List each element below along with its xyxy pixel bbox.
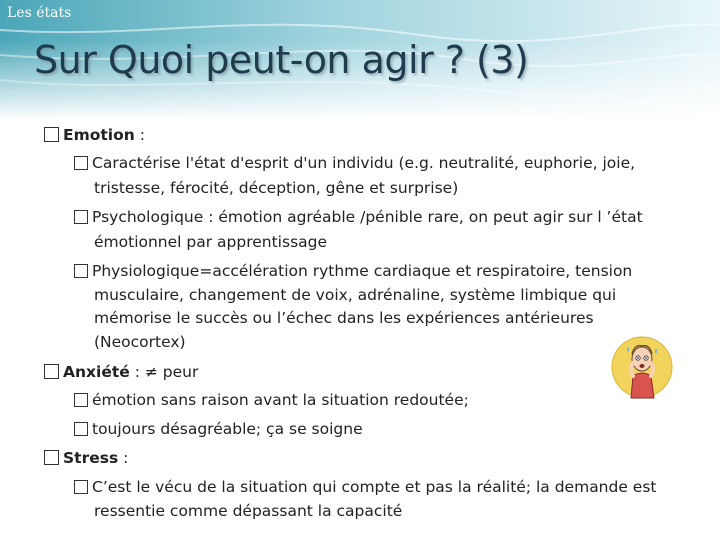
- stress-label: Stress: [63, 449, 119, 467]
- sub-item-continuation: ressentie comme dépassant la capacité: [94, 502, 403, 520]
- list-item-anxiete: [44, 361, 198, 383]
- list-item-stress: [44, 447, 128, 469]
- sub-item-continuation: tristesse, férocité, déception, gêne et surprise): [94, 179, 459, 197]
- sub-item-text: Caractérise l'état d'esprit d'un individu (e.g. neutralité, euphorie, joie,: [92, 154, 636, 172]
- emotion-suffix: :: [134, 126, 145, 144]
- sub-item-text: Psychologique : émotion agréable /pénible rare, on peut agir sur l ’état: [92, 208, 643, 226]
- sub-item-continuation: mémorise le succès ou l’échec dans les expériences antérieures: [94, 309, 594, 327]
- sub-item: [74, 476, 657, 498]
- checkbox-bullet-icon: [44, 450, 59, 465]
- sub-item: [74, 418, 363, 440]
- sub-item-continuation: (Neocortex): [94, 333, 186, 351]
- sub-item-text: Physiologique=accélération rythme cardiaque et respiratoire, tension: [92, 262, 633, 280]
- emotion-label: Emotion: [63, 126, 135, 144]
- worried-person-icon: [611, 332, 673, 402]
- sub-item-text: C’est le vécu de la situation qui compte et pas la réalité; la demande est: [92, 478, 657, 496]
- checkbox-bullet-icon: [74, 264, 88, 278]
- sub-item-continuation: musculaire, changement de voix, adrénaline, système limbique qui: [94, 286, 617, 304]
- anxiete-label: Anxiété: [63, 363, 130, 381]
- checkbox-bullet-icon: [74, 422, 88, 436]
- checkbox-bullet-icon: [74, 480, 88, 494]
- anxiete-suffix: : ≠ peur: [129, 363, 199, 381]
- page-title: Sur Quoi peut-on agir ? (3): [34, 38, 529, 82]
- sub-item-text: toujours désagréable; ça se soigne: [92, 420, 363, 438]
- sub-item: [74, 206, 643, 228]
- checkbox-bullet-icon: [44, 364, 59, 379]
- checkbox-bullet-icon: [74, 393, 88, 407]
- checkbox-bullet-icon: [74, 210, 88, 224]
- sub-item: [74, 389, 469, 411]
- stress-suffix: :: [118, 449, 129, 467]
- sub-item: [74, 152, 635, 174]
- sub-item: [74, 260, 632, 282]
- sub-item-text: émotion sans raison avant la situation redoutée;: [92, 391, 469, 409]
- checkbox-bullet-icon: [44, 127, 59, 142]
- checkbox-bullet-icon: [74, 156, 88, 170]
- section-label: Les états: [7, 5, 72, 21]
- sub-item-continuation: émotionnel par apprentissage: [94, 233, 328, 251]
- list-item-emotion: [44, 124, 145, 146]
